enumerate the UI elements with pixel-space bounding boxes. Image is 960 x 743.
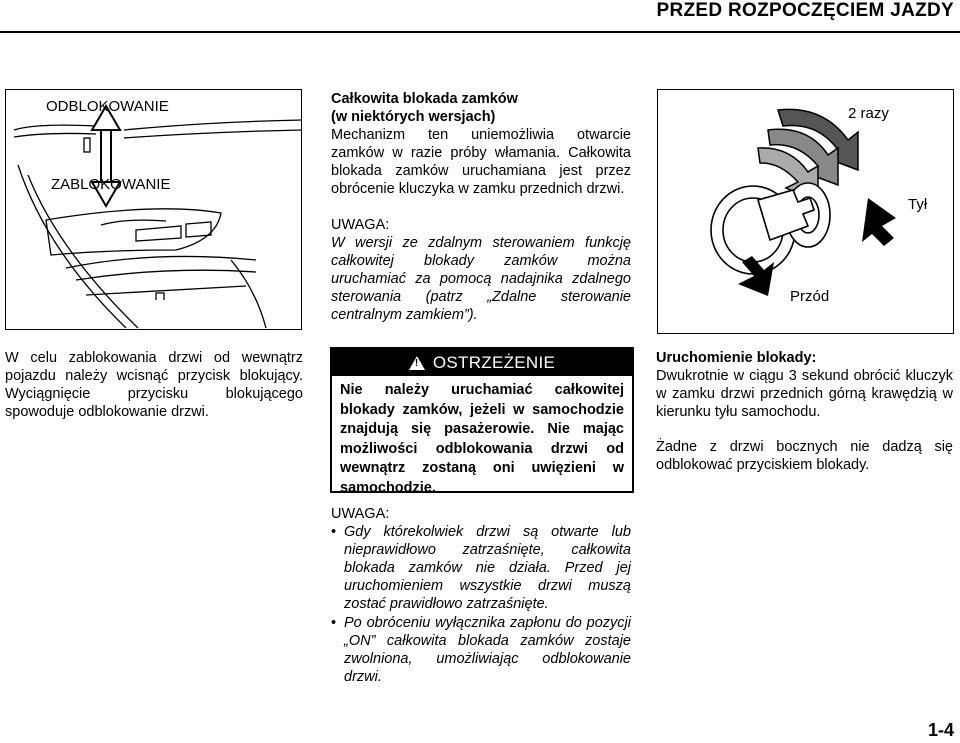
label-unlock: ODBLOKOWANIE xyxy=(46,98,169,115)
list-item: • Gdy którekolwiek drzwi są otwarte lub nieprawidłowo zatrzaśnięte, całkowita blokada zamków nie działa. Przed jej uruchomieniem wszystkie drzwi muszą zostać prawidłowo zatrzaśnięte. xyxy=(331,523,631,613)
warning-box xyxy=(330,347,634,496)
key-turn-illustration xyxy=(657,89,954,334)
activation-heading: Uruchomienie blokady: xyxy=(656,350,817,366)
door-lock-illustration xyxy=(5,89,302,330)
note-text-1: W wersji ze zdalnym sterowaniem funkcję całkowitej blokady zamków można uruchamiać za pomocą nadajnika zdalnego sterowania (patrz „Zdalne sterowanie centralnym zamkiem”). xyxy=(331,234,631,324)
header-divider xyxy=(0,31,960,33)
lock-button-icon xyxy=(84,138,90,152)
label-twice: 2 razy xyxy=(848,105,889,122)
label-front: Przód xyxy=(790,288,830,305)
direction-arrow-front-icon xyxy=(738,256,774,296)
direction-arrow-rear-icon xyxy=(862,198,896,246)
warning-text: Nie należy uruchamiać całkowitej blokady zamków, jeżeli w samochodzie znajdują się pasażerowie. Nie mając możliwości odblokowania drzwi od wewnątrz zostaną oni uwięzieni w samochodzie. xyxy=(340,382,624,496)
activation-note: Żadne z drzwi bocznych nie dadzą się odblokować przyciskiem blokady. xyxy=(656,439,953,474)
section-intro: Mechanizm ten uniemożliwia otwarcie zamków w razie próby włamania. Całkowita blokada zamków uruchamiana jest przez obrócenie kluczyka w zamku przednich drzwi. xyxy=(331,127,631,198)
door-panel-drawing xyxy=(6,90,303,331)
page-number: 1-4 xyxy=(927,720,954,740)
left-column xyxy=(5,349,303,421)
warning-triangle-icon: ! xyxy=(409,356,425,370)
section-title: Całkowita blokada zamków xyxy=(331,91,518,107)
middle-column-notes xyxy=(331,505,631,686)
section-subtitle: (w niektórych wersjach) xyxy=(331,109,496,126)
note-heading-2: UWAGA: xyxy=(331,506,390,522)
warning-title: OSTRZEŻENIE xyxy=(432,352,556,372)
right-column xyxy=(656,349,953,475)
note-heading-1: UWAGA: xyxy=(331,216,390,233)
middle-column xyxy=(331,90,631,324)
note-list xyxy=(331,523,631,686)
activation-text: Dwukrotnie w ciągu 3 sekund obrócić kluczyk w zamku drzwi przednich górną krawędzią w kierunku tyłu samochodu. xyxy=(656,368,953,421)
label-lock: ZABLOKOWANIE xyxy=(51,176,171,193)
page-title: PRZED ROZPOCZĘCIEM JAZDY xyxy=(656,0,954,21)
warning-header xyxy=(332,349,632,376)
label-rear: Tył xyxy=(908,196,928,213)
list-item: • Po obróceniu wyłącznika zapłonu do pozycji „ON” całkowita blokada zamków zostaje zwolniona, umożliwiając odblokowanie drzwi. xyxy=(331,614,631,686)
door-lock-instruction: W celu zablokowania drzwi od wewnątrz pojazdu należy wcisnąć przycisk blokujący. Wyciągnięcie przycisku blokującego spowoduje odblokowanie drzwi. xyxy=(5,350,303,421)
